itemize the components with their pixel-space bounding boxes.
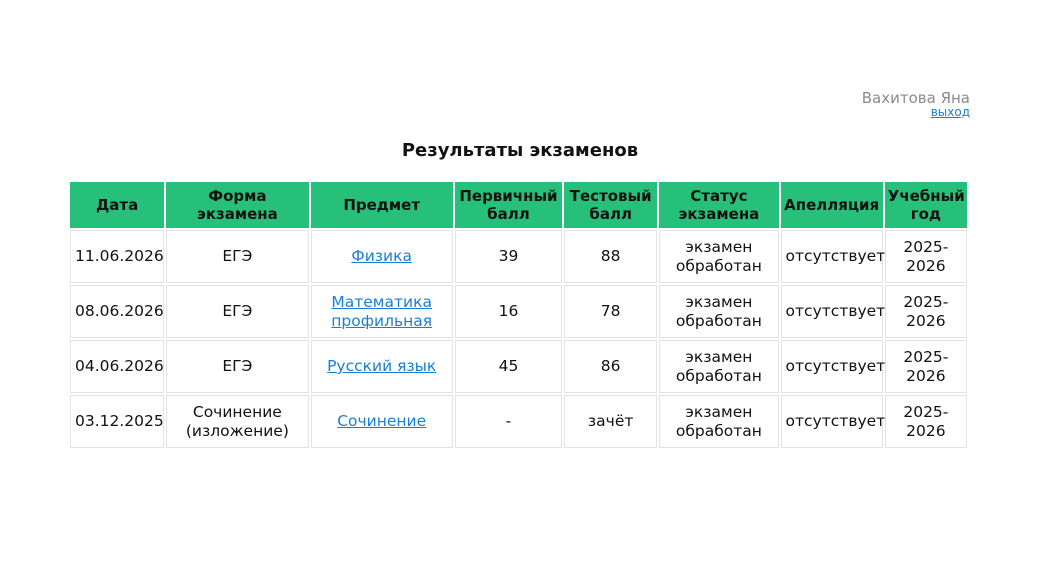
cell-academic-year: 2025-2026 xyxy=(885,230,967,283)
cell-date: 03.12.2025 xyxy=(70,395,164,448)
table-row xyxy=(70,340,967,393)
logout-link[interactable]: выход xyxy=(930,105,970,119)
cell-exam-form: Сочинение (изложение) xyxy=(166,395,308,448)
cell-appeal: отсутствует xyxy=(781,285,883,338)
subject-link[interactable]: Сочинение xyxy=(337,412,427,430)
cell-subject xyxy=(311,340,453,393)
cell-exam-form: ЕГЭ xyxy=(166,340,308,393)
column-header-appeal: Апелляция xyxy=(781,182,883,228)
cell-test-score: 88 xyxy=(564,230,657,283)
table-row xyxy=(70,230,967,283)
cell-academic-year: 2025-2026 xyxy=(885,340,967,393)
cell-primary-score: 45 xyxy=(455,340,562,393)
cell-appeal: отсутствует xyxy=(781,340,883,393)
column-header-primary-score: Первичный балл xyxy=(455,182,562,228)
cell-exam-status: экзамен обработан xyxy=(659,340,778,393)
cell-test-score: 78 xyxy=(564,285,657,338)
cell-test-score: 86 xyxy=(564,340,657,393)
cell-primary-score: - xyxy=(455,395,562,448)
column-header-exam-form: Форма экзамена xyxy=(166,182,308,228)
user-name: Вахитова Яна xyxy=(861,89,970,107)
cell-subject xyxy=(311,395,453,448)
cell-date: 08.06.2026 xyxy=(70,285,164,338)
cell-appeal: отсутствует xyxy=(781,395,883,448)
table-row xyxy=(70,285,967,338)
cell-academic-year: 2025-2026 xyxy=(885,395,967,448)
cell-subject xyxy=(311,230,453,283)
column-header-academic-year: Учебный год xyxy=(885,182,967,228)
subject-link[interactable]: Математика профильная xyxy=(331,292,433,330)
page-title: Результаты экзаменов xyxy=(401,140,639,161)
cell-exam-status: экзамен обработан xyxy=(659,285,778,338)
cell-primary-score: 39 xyxy=(455,230,562,283)
cell-exam-status: экзамен обработан xyxy=(659,395,778,448)
subject-link[interactable]: Физика xyxy=(351,247,412,265)
table-header-row xyxy=(70,182,967,228)
cell-academic-year: 2025-2026 xyxy=(885,285,967,338)
exam-results-table xyxy=(68,180,969,450)
column-header-date: Дата xyxy=(70,182,164,228)
user-block xyxy=(862,91,970,118)
column-header-test-score: Тестовый балл xyxy=(564,182,657,228)
column-header-exam-status: Статус экзамена xyxy=(659,182,778,228)
cell-exam-status: экзамен обработан xyxy=(659,230,778,283)
cell-exam-form: ЕГЭ xyxy=(166,285,308,338)
subject-link[interactable]: Русский язык xyxy=(327,357,437,375)
cell-test-score: зачёт xyxy=(564,395,657,448)
cell-appeal: отсутствует xyxy=(781,230,883,283)
cell-primary-score: 16 xyxy=(455,285,562,338)
cell-subject xyxy=(311,285,453,338)
cell-date: 04.06.2026 xyxy=(70,340,164,393)
table-row xyxy=(70,395,967,448)
cell-exam-form: ЕГЭ xyxy=(166,230,308,283)
cell-date: 11.06.2026 xyxy=(70,230,164,283)
column-header-subject: Предмет xyxy=(311,182,453,228)
